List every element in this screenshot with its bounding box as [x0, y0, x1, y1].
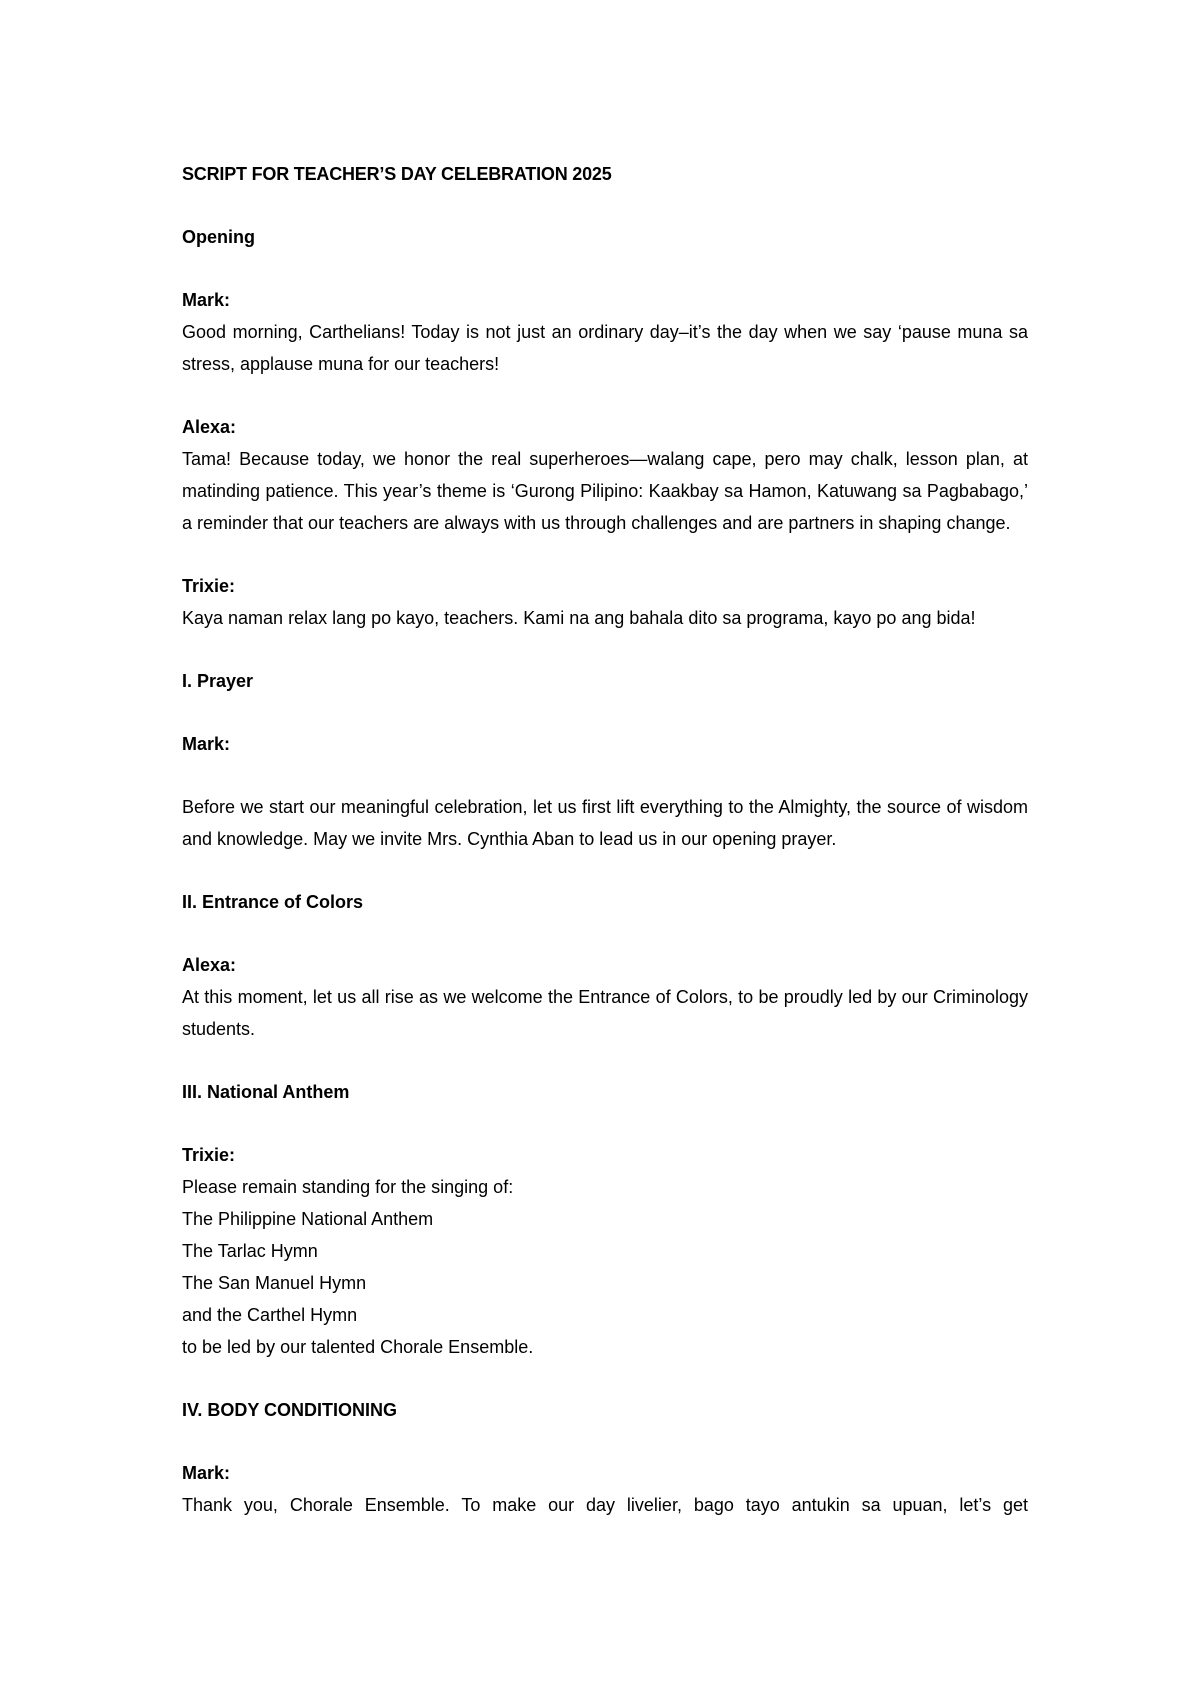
section-heading-body-conditioning: IV. BODY CONDITIONING [182, 1400, 398, 1420]
anthem-line: The Tarlac Hymn [182, 1241, 318, 1261]
body-conditioning-text: Thank you, Chorale Ensemble. To make our day livelier, bago tayo antukin sa upuan, let’s get [182, 1495, 1028, 1515]
anthem-line: Please remain standing for the singing of: [182, 1177, 514, 1197]
anthem-line: The San Manuel Hymn [182, 1273, 367, 1293]
speaker-label-trixie: Trixie: [182, 1145, 236, 1165]
speaker-label-alexa: Alexa: [182, 955, 237, 975]
anthem-line: and the Carthel Hymn [182, 1305, 358, 1325]
section-heading-prayer: I. Prayer [182, 671, 254, 691]
speaker-label-mark: Mark: [182, 1463, 231, 1483]
anthem-line: to be led by our talented Chorale Ensemble. [182, 1337, 534, 1357]
anthem-line: The Philippine National Anthem [182, 1209, 434, 1229]
document-body [182, 158, 1028, 1521]
opening-alexa-text: Tama! Because today, we honor the real superheroes—walang cape, pero may chalk, lesson plan, at matinding patience. This year’s theme is ‘Gurong Pilipino: Kaakbay sa Hamon, Katuwang sa Pagbabago,’ a reminder that our teachers are always with us through challenges and are partners in shaping change. [182, 449, 1028, 533]
speaker-label-mark: Mark: [182, 290, 231, 310]
section-heading-entrance-of-colors: II. Entrance of Colors [182, 892, 364, 912]
document-title: SCRIPT FOR TEACHER’S DAY CELEBRATION 2025 [182, 164, 612, 184]
opening-trixie-text: Kaya naman relax lang po kayo, teachers. Kami na ang bahala dito sa programa, kayo po ang bida! [182, 608, 976, 628]
speaker-label-alexa: Alexa: [182, 417, 237, 437]
speaker-label-mark: Mark: [182, 734, 231, 754]
section-heading-national-anthem: III. National Anthem [182, 1082, 350, 1102]
section-heading-opening: Opening [182, 227, 255, 247]
entrance-of-colors-text: At this moment, let us all rise as we welcome the Entrance of Colors, to be proudly led by our Criminology students. [182, 987, 1028, 1039]
prayer-text: Before we start our meaningful celebration, let us first lift everything to the Almighty, the source of wisdom and knowledge. May we invite Mrs. Cynthia Aban to lead us in our opening prayer. [182, 797, 1028, 849]
opening-mark-text: Good morning, Carthelians! Today is not just an ordinary day–it’s the day when we say ‘pause muna sa stress, applause muna for our teachers! [182, 322, 1028, 374]
speaker-label-trixie: Trixie: [182, 576, 236, 596]
